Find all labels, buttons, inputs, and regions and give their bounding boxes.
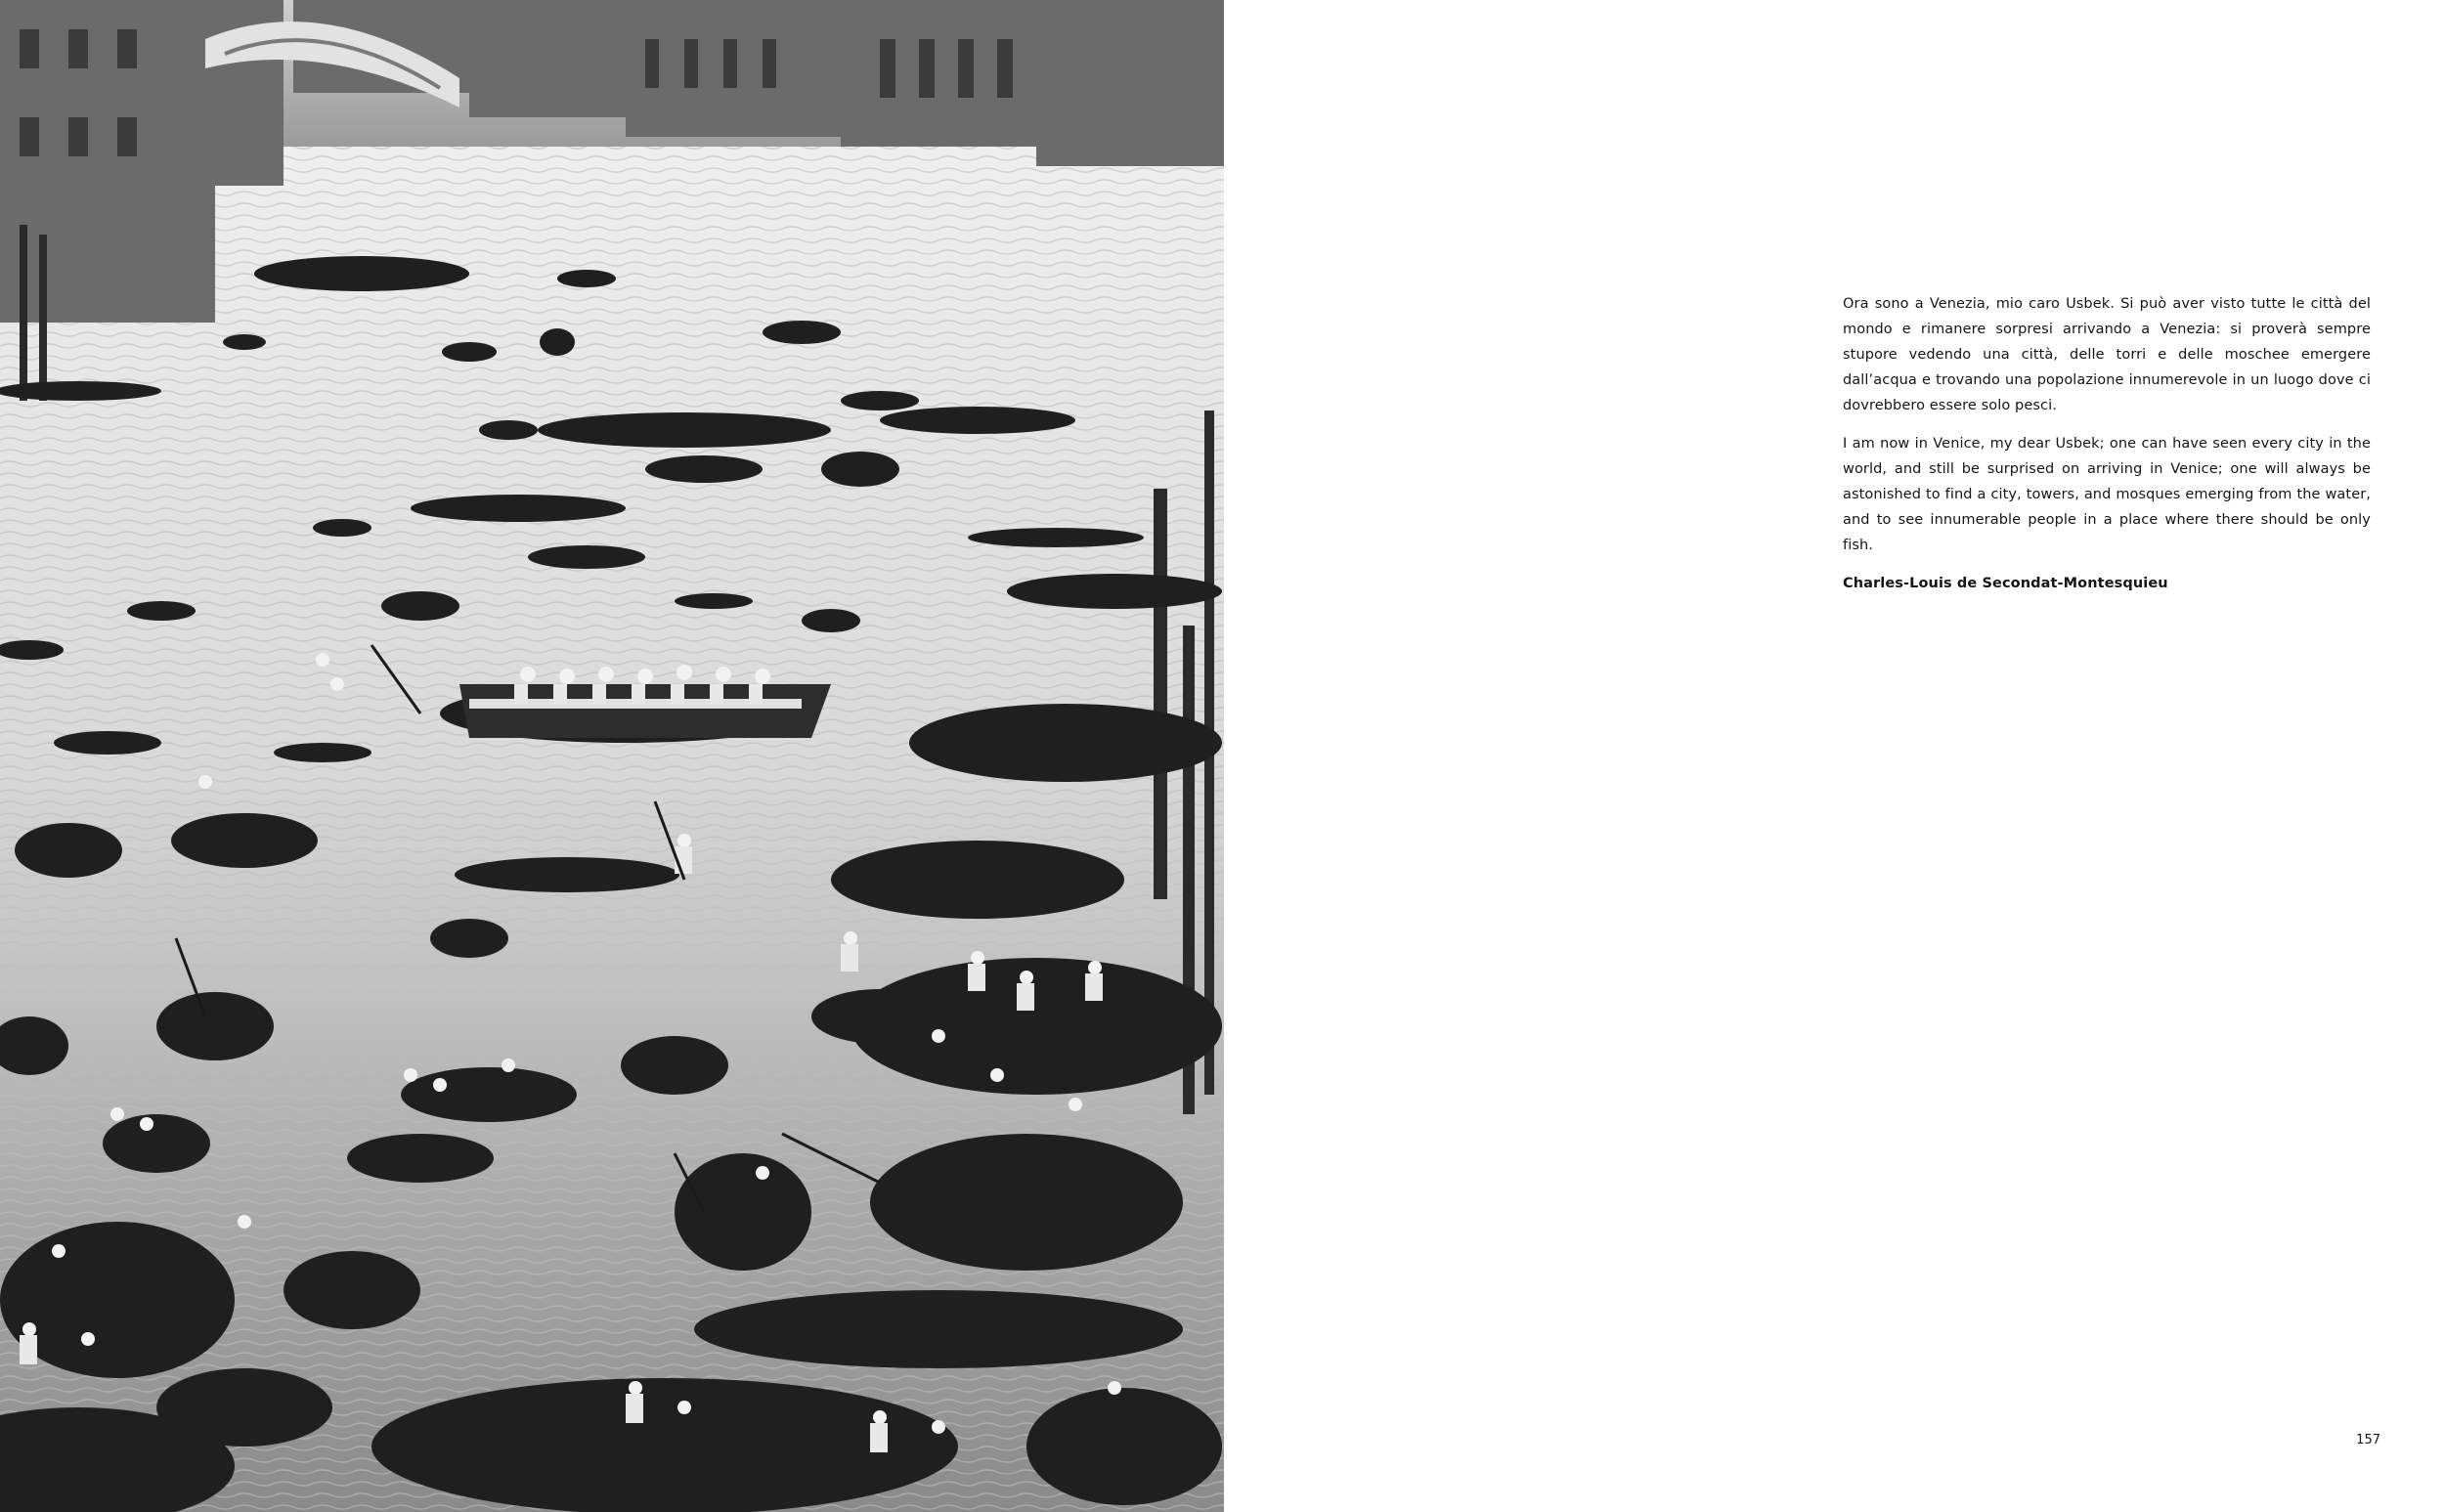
quote-italian: Ora sono a Venezia, mio caro Usbek. Si può aver visto tutte le città del mondo e rimanere sorpresi arrivando a Venezia: si proverà sempre stupore vedendo una città, delle torri e delle moschee emergere dall’acqua e trovando una popolazione innumerevole in un luogo dove ci dovrebbero essere solo pesci. (1843, 296, 2371, 413)
quote-author: Charles-Louis de Secondat-Montesquieu (1843, 576, 2168, 591)
quote-block (1843, 291, 2371, 609)
page-number: 157 (2356, 1433, 2380, 1447)
quote-english: I am now in Venice, my dear Usbek; one can have seen every city in the world, and still be surprised on arriving in Venice; one will always be astonished to find a city, towers, and mosques emerging from the water, and to see innumerable people in a place where there should be only fish. (1843, 436, 2371, 553)
text-page (1224, 0, 2444, 1512)
